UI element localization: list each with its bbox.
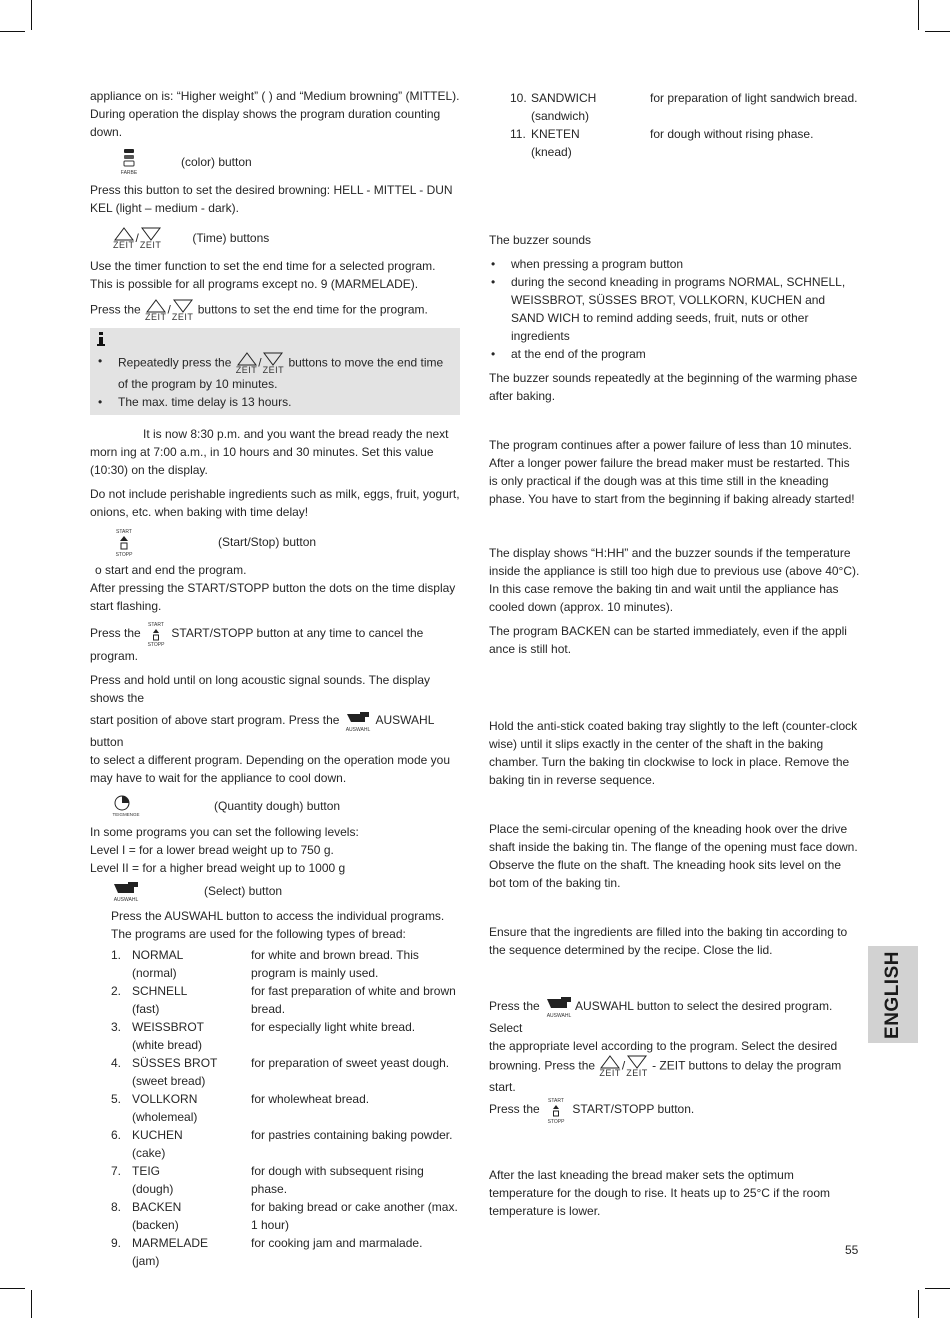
svg-text:AUSWAHL: AUSWAHL — [546, 1013, 572, 1019]
program-name — [132, 1090, 251, 1126]
program-desc: for preparation of light sandwich bread. — [650, 91, 858, 105]
program-number: 5. — [111, 1092, 122, 1106]
program-desc: for dough without rising phase. — [650, 127, 814, 141]
quantity-button-label: (Quantity dough) button — [214, 799, 341, 813]
svg-text:AUSWAHL: AUSWAHL — [345, 727, 371, 733]
startstop-line3: Press the START STOPP START/STOPP button at any time to cancel the program. — [90, 622, 424, 663]
program-number: 1. — [111, 948, 122, 962]
zeit-down-icon: ZEIT — [263, 352, 285, 375]
svg-text:AUSWAHL: AUSWAHL — [113, 897, 139, 903]
zeit-up-icon: ZEIT — [113, 227, 135, 250]
language-tab — [868, 946, 918, 1043]
program-name-sub: (wholemeal) — [132, 1110, 198, 1124]
program-desc: for cooking jam and marmalade. — [251, 1236, 423, 1250]
program-name — [132, 1018, 251, 1054]
program-name-sub: (jam) — [132, 1254, 160, 1268]
buzzer-list — [489, 255, 861, 363]
program-number: 6. — [111, 1128, 122, 1142]
program-name-main: KNETEN — [531, 127, 580, 141]
rising-paragraph: After the last kneading the bread maker sets the optimum temperature for the dough to rise. It heats up to 25°C if the room temperature is lower. — [489, 1168, 830, 1218]
startstop-line6: to select a different program. Depending on the operation mode you may have to wait for the appliance to cool down. — [90, 753, 451, 785]
program-name — [132, 982, 251, 1018]
program-desc: for preparation of sweet yeast dough. — [251, 1056, 450, 1070]
buzzer-item: • when pressing a program button — [489, 255, 861, 273]
program-name — [531, 125, 650, 161]
select-desc: Press the AUSWAHL button to access the individual programs. The programs are used for the following types of bread: — [111, 909, 445, 941]
crop-mark — [918, 0, 919, 30]
select-program-paragraph: Press the AUSWAHL AUSWAHL button to select the desired program. Select the appropriate level according to the program. Select the desired browning. Press the ZEIT / ZEIT - ZEIT buttons to delay the program start. Press the START STOPP START/STOPP button. — [489, 995, 861, 1124]
time-press-line: Press the ZEIT / ZEIT buttons to set the end time for the program. — [90, 299, 460, 322]
startstop-button-row — [90, 527, 460, 557]
program-name-sub: (fast) — [132, 1002, 160, 1016]
svg-text:START: START — [116, 529, 132, 535]
program-item — [111, 1234, 460, 1270]
zeit-down-icon: ZEIT — [172, 299, 194, 322]
program-number: 9. — [111, 1236, 122, 1250]
program-name-main: WEISSBROT — [132, 1020, 205, 1034]
zeit-up-icon: ZEIT — [599, 1055, 621, 1078]
program-desc: for white and brown bread. This program is mainly used. — [251, 948, 419, 980]
program-item — [111, 982, 460, 1018]
info-icon — [96, 331, 106, 347]
program-name — [132, 1126, 251, 1162]
buzzer-item: • at the end of the program — [489, 345, 861, 363]
hand-pointer-icon — [343, 709, 373, 733]
quantity-line3: Level II = for a higher bread weight up to 1000 g — [90, 861, 346, 875]
program-item — [510, 125, 861, 161]
program-item — [111, 1162, 460, 1198]
zeit-up-icon: ZEIT — [145, 299, 167, 322]
program-number: 10. — [510, 91, 527, 105]
program-name-sub: (backen) — [132, 1218, 179, 1232]
crop-mark — [31, 1290, 32, 1318]
start-stop-icon — [110, 527, 138, 557]
zeit-up-icon: ZEIT — [236, 352, 258, 375]
program-name — [531, 89, 650, 125]
program-number: 8. — [111, 1200, 122, 1214]
color-button-label: (color) button — [181, 155, 252, 169]
program-name-main: SANDWICH — [531, 91, 597, 105]
program-item — [510, 89, 861, 125]
language-tab-label: ENGLISH — [882, 950, 903, 1039]
crop-mark — [0, 31, 25, 32]
separator: / — [135, 231, 139, 245]
farbe-icon-text: FARBE — [120, 170, 138, 176]
startstop-button-label: (Start/Stop) button — [218, 535, 317, 549]
program-number: 4. — [111, 1056, 122, 1070]
program-name-main: SCHNELL — [132, 984, 188, 998]
crop-mark — [0, 1288, 25, 1289]
program-name — [132, 946, 251, 982]
example-paragraph: It is now 8:30 p.m. and you want the bread ready the next morn ing at 7:00 a.m., in 10 hours and 30 minutes. Set this value (10:30) on the display. — [90, 427, 449, 477]
program-item — [111, 1090, 460, 1126]
program-name-main: MARMELADE — [132, 1236, 209, 1250]
color-button-desc: Press this button to set the desired browning: HELL - MITTEL - DUN KEL (light – medium - dark). — [90, 183, 453, 215]
startstop-line1: o start and end the program. — [95, 563, 247, 577]
program-name-main: KUCHEN — [132, 1128, 183, 1142]
program-name-sub: (dough) — [132, 1182, 174, 1196]
buzzer-item: • during the second kneading in programs NORMAL, SCHNELL, WEISSBROT, SÜSSES BROT, VOLLKORN, KUCHEN and SAND WICH to remind adding seeds, fruit, nuts or other ingredients — [489, 273, 861, 345]
program-number: 3. — [111, 1020, 122, 1034]
svg-text:START: START — [148, 622, 165, 628]
time-buttons-desc: Use the timer function to set the end time for a selected program. This is possible for all programs except no. 9 (MARMELADE). — [90, 259, 436, 291]
note-item: • Repeatedly press the ZEIT / ZEIT buttons to move the end time of the program by 10 minutes. — [96, 352, 454, 393]
program-list — [111, 946, 460, 1270]
power-failure-paragraph: The program continues after a power failure of less than 10 minutes. After a longer power failure the bread maker must be restarted. This is only practical if the dough was at this time still in the kneading phase. You have to start from the beginning if baking already started! — [489, 438, 855, 506]
warning-paragraph: Do not include perishable ingredients such as milk, eggs, fruit, yogurt, onions, etc. when baking with time delay! — [90, 487, 460, 519]
color-button-row — [90, 147, 460, 177]
crop-mark — [918, 1290, 919, 1318]
startstop-line2: After pressing the START/STOPP button the dots on the time display start flashing. — [90, 581, 456, 613]
program-name — [132, 1162, 251, 1198]
overheat-paragraph: The display shows “H:HH” and the buzzer sounds if the temperature inside the appliance is still too high due to previous use (above 40°C). In this case remove the baking tin and wait until the appliance has cooled down (approx. 10 minutes). — [489, 546, 860, 614]
program-name-sub: (normal) — [132, 966, 177, 980]
svg-text:STOPP: STOPP — [547, 1119, 565, 1124]
startstop-line4: Press and hold until on long acoustic signal sounds. The display shows the — [90, 673, 430, 705]
buzzer-intro: The buzzer sounds — [489, 233, 592, 247]
ingredients-paragraph: Ensure that the ingredients are filled into the baking tin according to the sequence determined by the recipe. Close the lid. — [489, 925, 848, 957]
program-item — [111, 946, 460, 982]
crop-mark — [925, 1288, 950, 1289]
note-item: • The max. time delay is 13 hours. — [96, 393, 454, 411]
svg-text:STOPP: STOPP — [147, 642, 165, 647]
program-list — [510, 89, 861, 161]
program-name — [132, 1054, 251, 1090]
crop-mark — [925, 31, 950, 32]
program-name-sub: (white bread) — [132, 1038, 203, 1052]
program-desc: for dough with subsequent rising phase. — [251, 1164, 424, 1196]
time-buttons-row — [90, 223, 460, 253]
left-column — [90, 87, 460, 1270]
hand-pointer-icon — [543, 995, 575, 1019]
program-item — [111, 1198, 460, 1234]
color-button-icon — [116, 148, 142, 176]
intro-paragraph: appliance on is: “Higher weight” ( ) and “Medium browning” (MITTEL). During operation the display shows the program duration counting down. — [90, 89, 460, 139]
quantity-line1: In some programs you can set the following levels: — [90, 825, 359, 839]
baking-tray-paragraph: Hold the anti-stick coated baking tray slightly to the left (counter-clock wise) until it slips exactly in the center of the shaft in the baking chamber. Turn the baking tin clockwise to lock in place. Remove the baking tin in reverse sequence. — [489, 719, 858, 787]
program-desc: for especially light white bread. — [251, 1020, 416, 1034]
kneading-hook-paragraph: Place the semi-circular opening of the kneading hook over the drive shaft inside the baking tin. The flange of the opening must face down. Observe the flute on the shaft. The kneading hook sits level on the bot tom of the baking tin. — [489, 822, 858, 890]
hand-pointer-icon — [110, 879, 142, 903]
svg-text:STOPP: STOPP — [115, 552, 133, 557]
backen-hot-paragraph: The program BACKEN can be started immediately, even if the appli ance is still hot. — [489, 624, 847, 656]
program-name-main: NORMAL — [132, 948, 184, 962]
select-button-label: (Select) button — [204, 884, 283, 898]
program-name-main: SÜSSES BROT — [132, 1056, 218, 1070]
buzzer-warm-paragraph: The buzzer sounds repeatedly at the beginning of the warming phase after baking. — [489, 371, 858, 403]
program-name-main: VOLLKORN — [132, 1092, 198, 1106]
program-name — [132, 1198, 251, 1234]
program-item — [111, 1018, 460, 1054]
program-desc: for pastries containing baking powder. — [251, 1128, 453, 1142]
note-box — [90, 328, 460, 415]
start-stop-icon — [543, 1096, 569, 1124]
svg-text:START: START — [548, 1098, 565, 1104]
zeit-down-icon: ZEIT — [626, 1055, 648, 1078]
svg-text:TEIGMENGE: TEIGMENGE — [112, 812, 140, 817]
program-desc: for fast preparation of white and brown bread. — [251, 984, 456, 1016]
quantity-line2: Level I = for a lower bread weight up to 750 g. — [90, 843, 334, 857]
startstop-line5: start position of above start program. Press the AUSWAHL AUSWAHL button — [90, 709, 460, 751]
program-number: 7. — [111, 1164, 122, 1178]
program-name-sub: (knead) — [531, 145, 572, 159]
program-name-main: TEIG — [132, 1164, 161, 1178]
dough-quantity-icon — [110, 794, 142, 818]
crop-mark — [31, 0, 32, 30]
zeit-down-icon: ZEIT — [140, 227, 162, 250]
select-button-row — [90, 879, 460, 903]
program-name-main: BACKEN — [132, 1200, 182, 1214]
program-name-sub: (sandwich) — [531, 109, 590, 123]
page-number: 55 — [845, 1243, 859, 1257]
program-item — [111, 1126, 460, 1162]
quantity-button-row — [90, 793, 460, 819]
program-desc: for wholewheat bread. — [251, 1092, 370, 1106]
program-name — [132, 1234, 251, 1270]
program-number: 2. — [111, 984, 122, 998]
time-buttons-label: (Time) buttons — [192, 231, 270, 245]
program-number: 11. — [510, 127, 526, 141]
program-name-sub: (cake) — [132, 1146, 166, 1160]
program-desc: for baking bread or cake another (max. 1 hour) — [251, 1200, 458, 1232]
right-column — [489, 89, 861, 1226]
program-name-sub: (sweet bread) — [132, 1074, 206, 1088]
program-item — [111, 1054, 460, 1090]
start-stop-icon — [144, 621, 168, 647]
